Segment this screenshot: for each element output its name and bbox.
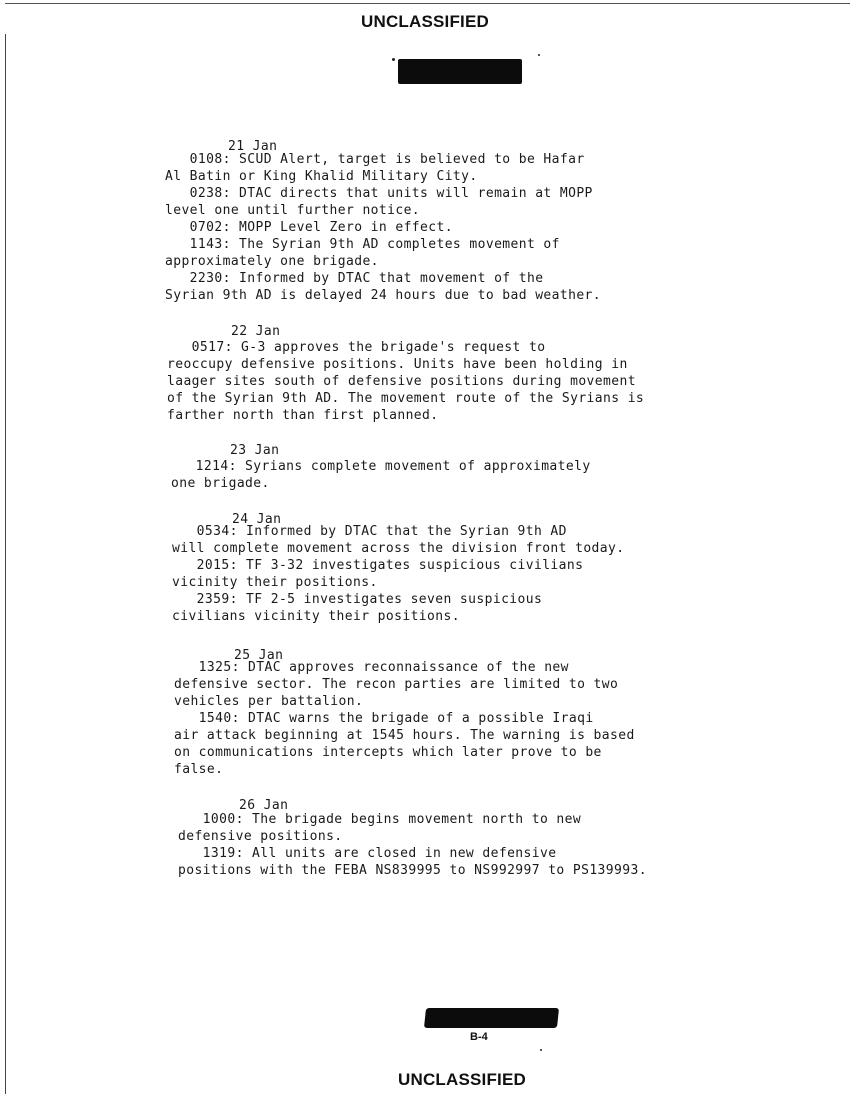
entry-line: 0108: SCUD Alert, target is believed to be Hafar: [165, 152, 585, 167]
entry-line: will complete movement across the division front today.: [172, 541, 625, 556]
entry-date-24-jan: 24 Jan: [232, 512, 282, 527]
entry-line: air attack beginning at 1545 hours. The warning is based: [174, 728, 635, 743]
entry-line: approximately one brigade.: [165, 254, 379, 269]
entry-line: 1214: Syrians complete movement of approximately: [171, 459, 591, 474]
entry-line: 2230: Informed by DTAC that movement of the: [165, 271, 544, 286]
entry-21-jan: [165, 151, 601, 304]
entry-line: laager sites south of defensive positions during movement: [167, 374, 636, 389]
classification-footer: UNCLASSIFIED: [397, 1070, 527, 1089]
entry-line: Al Batin or King Khalid Military City.: [165, 169, 478, 184]
entry-line: false.: [174, 762, 224, 777]
entry-line: level one until further notice.: [165, 203, 421, 218]
entry-line: 1540: DTAC warns the brigade of a possible Iraqi: [174, 711, 594, 726]
entry-line: 1143: The Syrian 9th AD completes movement of: [165, 237, 560, 252]
entry-line: defensive positions.: [178, 829, 343, 844]
entry-line: reoccupy defensive positions. Units have been holding in: [167, 357, 628, 372]
entry-line: 1319: All units are closed in new defensive: [178, 846, 557, 861]
entry-date-22-jan: 22 Jan: [231, 324, 281, 339]
entry-26-jan: [178, 811, 647, 879]
redaction-block-bottom: [424, 1008, 559, 1028]
scan-edge-top: [5, 3, 850, 4]
entry-line: on communications intercepts which later prove to be: [174, 745, 602, 760]
entry-line: 1000: The brigade begins movement north to new: [178, 812, 582, 827]
entry-line: vicinity their positions.: [172, 575, 378, 590]
entry-24-jan: [172, 523, 624, 625]
redaction-block-top: [398, 59, 522, 84]
speck: [392, 58, 395, 61]
entry-date-21-jan: 21 Jan: [228, 139, 278, 154]
speck: [538, 54, 540, 56]
entry-line: 0517: G-3 approves the brigade's request to: [167, 340, 546, 355]
entry-line: positions with the FEBA NS839995 to NS992997 to PS139993.: [178, 863, 647, 878]
entry-line: of the Syrian 9th AD. The movement route of the Syrians is: [167, 391, 645, 406]
entry-line: one brigade.: [171, 476, 270, 491]
entry-line: 0238: DTAC directs that units will remain at MOPP: [165, 186, 593, 201]
entry-22-jan: [167, 339, 644, 424]
entry-line: 0702: MOPP Level Zero in effect.: [165, 220, 453, 235]
entry-line: civilians vicinity their positions.: [172, 609, 460, 624]
entry-line: 2015: TF 3-32 investigates suspicious civilians: [172, 558, 584, 573]
entry-line: farther north than first planned.: [167, 408, 439, 423]
page-number: B-4: [470, 1031, 488, 1043]
entry-date-25-jan: 25 Jan: [234, 648, 284, 663]
entry-line: vehicles per battalion.: [174, 694, 364, 709]
entry-line: 0534: Informed by DTAC that the Syrian 9th AD: [172, 524, 567, 539]
entry-line: defensive sector. The recon parties are limited to two: [174, 677, 619, 692]
entry-date-26-jan: 26 Jan: [239, 798, 289, 813]
entry-line: 2359: TF 2-5 investigates seven suspicious: [172, 592, 543, 607]
scan-edge-left: [5, 34, 6, 1094]
speck: [540, 1049, 542, 1051]
entry-line: 1325: DTAC approves reconnaissance of the new: [174, 660, 569, 675]
classification-header: UNCLASSIFIED: [360, 12, 490, 31]
entry-25-jan: [174, 659, 635, 778]
entry-line: Syrian 9th AD is delayed 24 hours due to bad weather.: [165, 288, 602, 303]
entry-date-23-jan: 23 Jan: [230, 443, 280, 458]
entry-23-jan: [171, 458, 591, 492]
